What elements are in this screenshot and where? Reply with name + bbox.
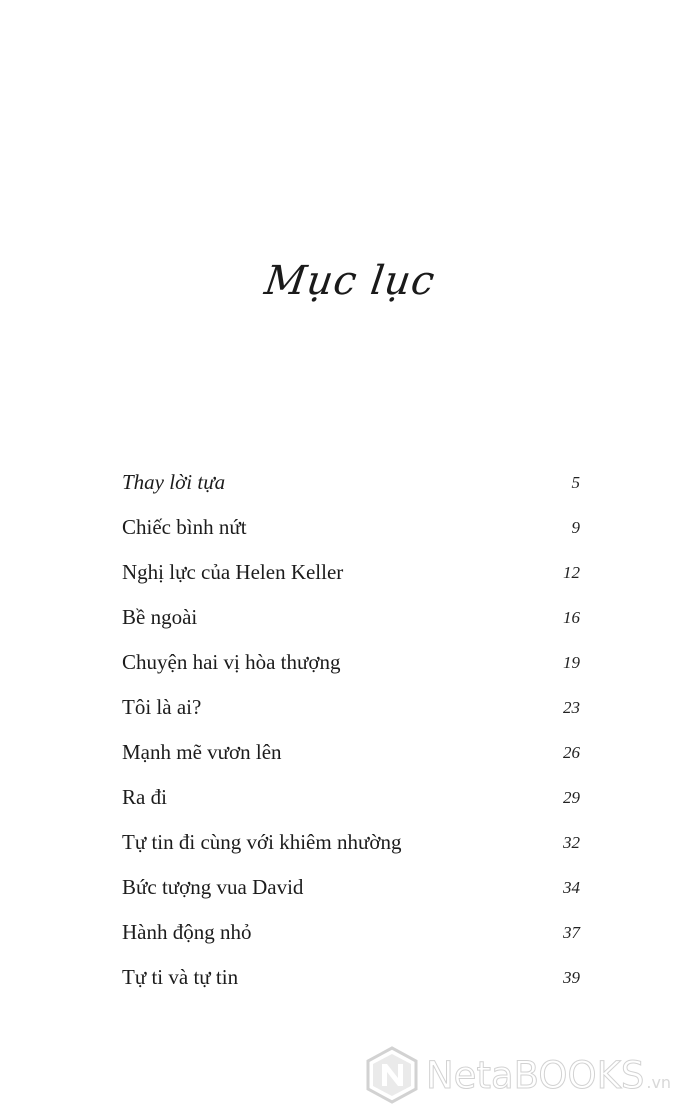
toc-entry-title: Chiếc bình nứt: [122, 515, 247, 539]
toc-entry-page: 16: [563, 607, 580, 627]
toc-entry-title: Nghị lực của Helen Keller: [122, 560, 344, 584]
toc-entry[interactable]: [122, 730, 580, 775]
toc-entry-title: Ra đi: [122, 785, 167, 809]
toc-entry[interactable]: [122, 910, 580, 955]
watermark-suffix: .vn: [646, 1073, 672, 1092]
toc-entry[interactable]: [122, 685, 580, 730]
toc-entry[interactable]: [122, 865, 580, 910]
toc-entry-title: Tôi là ai?: [122, 695, 202, 719]
watermark-text: NetaBOOKS: [426, 1053, 645, 1097]
toc-entry-title: Thay lời tựa: [122, 470, 226, 494]
toc-entry[interactable]: [122, 820, 580, 865]
toc-entry-title: Mạnh mẽ vươn lên: [122, 740, 282, 764]
toc-entry-page: 23: [563, 697, 580, 717]
table-of-contents: [122, 460, 580, 1000]
toc-entry-page: 9: [571, 517, 580, 537]
watermark: [362, 1042, 671, 1108]
toc-entry[interactable]: [122, 640, 580, 685]
toc-entry-title: Bề ngoài: [122, 605, 198, 629]
page-title: Mục lục: [261, 258, 439, 304]
toc-entry[interactable]: [122, 505, 580, 550]
toc-entry-page: 12: [563, 562, 580, 582]
toc-entry-page: 19: [563, 652, 580, 672]
toc-entry-page: 39: [563, 967, 580, 987]
toc-entry-title: Tự tin đi cùng với khiêm nhường: [122, 830, 402, 854]
toc-entry-page: 32: [563, 832, 580, 852]
netabooks-logo-icon: [362, 1045, 422, 1105]
toc-entry-page: 26: [563, 742, 580, 762]
toc-entry-title: Tự ti và tự tin: [122, 965, 239, 989]
toc-entry[interactable]: [122, 955, 580, 1000]
toc-entry[interactable]: [122, 460, 580, 505]
toc-entry-title: Chuyện hai vị hòa thượng: [122, 650, 341, 674]
toc-entry-title: Bức tượng vua David: [122, 875, 304, 899]
toc-entry[interactable]: [122, 775, 580, 820]
toc-entry-page: 29: [563, 787, 580, 807]
toc-entry-page: 34: [563, 877, 580, 897]
toc-entry-page: 5: [571, 472, 580, 492]
toc-entry-page: 37: [563, 922, 580, 942]
toc-entry[interactable]: [122, 550, 580, 595]
toc-entry[interactable]: [122, 595, 580, 640]
toc-entry-title: Hành động nhỏ: [122, 920, 252, 944]
